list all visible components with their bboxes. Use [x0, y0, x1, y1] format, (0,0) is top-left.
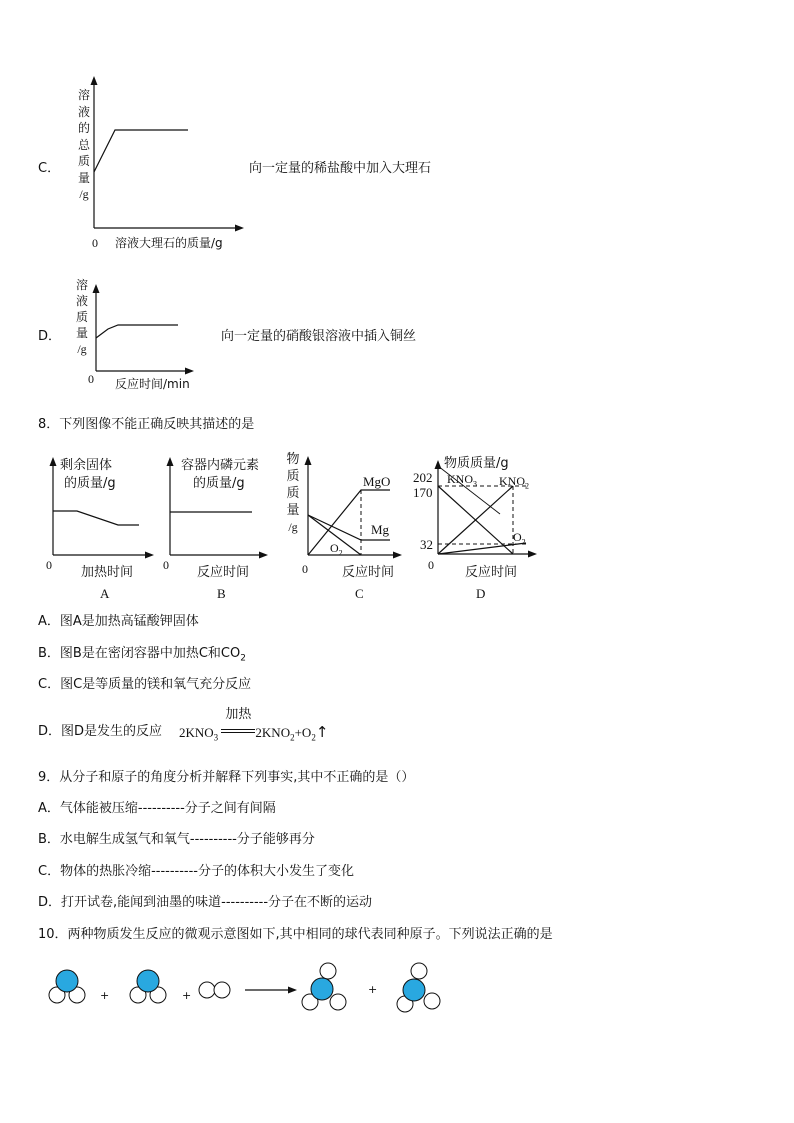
q7-option-c-letter: C．: [38, 161, 61, 176]
product: 2KNO: [255, 725, 291, 740]
q7-option-d-xlabel: 反应时间/min: [115, 377, 190, 391]
ylabel-char: 量: [77, 170, 90, 185]
oxygen-subscript: 2: [311, 732, 316, 743]
q8-chart-a-origin: 0: [46, 558, 52, 572]
x-axis-arrow: [185, 368, 194, 375]
q8-chart-b-ylabel-line1: 容器内磷元素: [181, 458, 260, 473]
white-atom: [130, 987, 146, 1003]
option-d-text: D．图D是发生的反应: [38, 724, 163, 739]
white-atom: [330, 994, 346, 1010]
white-atom: [424, 993, 440, 1009]
q8-chart-d-tick-202: 202: [413, 470, 433, 485]
ylabel-char: 液: [75, 294, 88, 308]
q10-plus-2: +: [182, 989, 192, 1002]
y-axis-arrow: [167, 457, 174, 466]
white-atom: [397, 996, 413, 1012]
q9-option-c: C．物体的热胀冷缩----------分子的体积大小发生了变化: [38, 864, 354, 879]
q7-option-c-description: 向一定量的稀盐酸中加入大理石: [249, 161, 432, 176]
y-axis-arrow: [435, 460, 442, 469]
q8-chart-c-caption: C: [355, 586, 364, 601]
reaction-arrow-head: [288, 987, 297, 994]
white-atom: [69, 987, 85, 1003]
heating-condition-label: 加热: [225, 707, 252, 722]
q8-option-c: C．图C是等质量的镁和氧气充分反应: [38, 677, 252, 692]
white-atom: [302, 994, 318, 1010]
q8-option-a: A．图A是加热高锰酸钾固体: [38, 614, 199, 629]
y-axis-arrow: [91, 76, 98, 85]
x-axis-arrow: [235, 225, 244, 232]
q8-chart-b-origin: 0: [163, 558, 169, 572]
q9-stem: 9．从分子和原子的角度分析并解释下列事实,其中不正确的是（）: [38, 770, 415, 785]
q8-chart-d-tick-32: 32: [420, 537, 433, 552]
kno2-subscript: 2: [525, 481, 529, 491]
q8-chart-a-caption: A: [100, 586, 110, 601]
product-subscript: 2: [290, 732, 295, 743]
q10-stem: 10．两种物质发生反应的微观示意图如下,其中相同的球代表同种原子。下列说法正确的是: [38, 927, 553, 942]
mass-curve: [94, 130, 188, 172]
q8-chart-d-caption: D: [476, 586, 486, 601]
reaction-condition: [221, 707, 255, 740]
reactant-subscript: 3: [213, 732, 219, 743]
ylabel-char: 质: [77, 154, 90, 168]
ylabel-unit: /g: [77, 342, 87, 356]
x-axis-arrow: [393, 552, 402, 559]
q8-chart-b-caption: B: [217, 586, 226, 601]
q8-chart-d-label-kno3: [447, 471, 477, 492]
kno3-line: [438, 486, 513, 554]
q8-chart-d-origin: 0: [428, 558, 434, 572]
equals-line-bottom: [221, 732, 255, 733]
white-atom: [199, 982, 215, 998]
ylabel-char: 液: [77, 104, 90, 119]
ylabel-char: 量: [286, 503, 300, 518]
o2-subscript: 2: [338, 548, 343, 558]
q7-option-d-letter: D．: [38, 329, 62, 344]
q8-chart-a-ylabel-line2: 的质量/g: [64, 476, 116, 491]
ylabel-char: 量: [75, 326, 88, 340]
x-axis-arrow: [528, 551, 537, 558]
kno2-symbol: KNO: [499, 474, 525, 488]
o2-symbol: O: [513, 530, 522, 544]
y-axis-arrow: [50, 457, 57, 466]
white-atom: [411, 963, 427, 979]
q10-plus-1: +: [100, 989, 110, 1002]
ylabel-char: 总: [77, 137, 90, 152]
white-atom: [150, 987, 166, 1003]
ylabel-unit: /g: [288, 520, 298, 534]
kno3-symbol: KNO: [447, 472, 473, 486]
x-axis-arrow: [145, 552, 154, 559]
y-axis-arrow: [93, 284, 100, 293]
white-atom: [320, 963, 336, 979]
q7-option-d-origin: 0: [88, 372, 94, 386]
blue-atom: [403, 979, 425, 1001]
white-atom: [49, 987, 65, 1003]
white-atom: [214, 982, 230, 998]
q8-option-d: [38, 724, 162, 740]
kno2-line: [438, 486, 513, 554]
kno3-subscript: 3: [473, 479, 477, 489]
q8-chart-c-label-mgo: MgO: [363, 474, 391, 489]
q8-stem: 8．下列图像不能正确反映其描述的是: [38, 417, 255, 432]
q8-option-d-equation: [179, 707, 329, 746]
blue-atom: [137, 970, 159, 992]
ylabel-char: 质: [286, 469, 300, 484]
ylabel-char: 质: [75, 310, 88, 324]
q9-option-d: D．打开试卷,能闻到油墨的味道----------分子在不断的运动: [38, 895, 373, 910]
ylabel-char: 溶: [75, 278, 88, 292]
o2-symbol: O: [330, 541, 339, 555]
o2-subscript: 2: [521, 537, 526, 547]
oxygen: +O: [294, 725, 312, 740]
q8-chart-c-ylabel: [285, 451, 301, 536]
q7-option-c-ylabel: [76, 87, 92, 203]
y-axis-arrow: [305, 456, 312, 465]
q8-chart-a-ylabel-line1: 剩余固体: [60, 458, 113, 473]
q8-chart-d-ylabel: 物质质量/g: [444, 456, 509, 471]
q9-option-a: A．气体能被压缩----------分子之间有间隔: [38, 801, 276, 816]
gas-arrow: ↑: [315, 723, 329, 741]
q8-chart-c-origin: 0: [302, 562, 308, 576]
blue-atom: [56, 970, 78, 992]
q9-option-b: B．水电解生成氢气和氧气----------分子能够再分: [38, 832, 315, 847]
q8-chart-d-label-o2: [513, 529, 526, 550]
ylabel-char: 质: [286, 486, 300, 501]
blue-atom: [311, 978, 333, 1000]
q8-chart-c-xlabel: 反应时间: [342, 565, 395, 580]
solid-mass-line: [53, 511, 139, 525]
x-axis-arrow: [259, 552, 268, 559]
q8-option-b: [38, 646, 246, 667]
q8-chart-d-tick-170: 170: [413, 485, 433, 500]
q7-option-c-origin: 0: [92, 236, 98, 250]
q8-chart-b-xlabel: 反应时间: [197, 565, 250, 580]
ylabel-unit: /g: [79, 187, 89, 201]
q8-chart-b-ylabel-line2: 的质量/g: [193, 476, 245, 491]
option-b-text: B．图B是在密闭容器中加热C和CO: [38, 646, 241, 661]
equals-line-top: [221, 729, 255, 730]
ylabel-char: 的: [77, 121, 90, 135]
co2-subscript: 2: [240, 653, 246, 664]
q8-chart-c-label-mg: Mg: [371, 522, 390, 537]
q8-chart-d-label-kno2: [499, 473, 529, 494]
reactant: 2KNO: [179, 725, 214, 740]
q8-chart-d-xlabel: 反应时间: [465, 565, 518, 580]
q8-chart-c-label-o2: [330, 540, 343, 561]
q7-option-c-xlabel: 溶液大理石的质量/g: [115, 236, 223, 250]
ylabel-char: 溶: [77, 88, 90, 102]
q10-plus-3: +: [368, 983, 378, 996]
mass-curve: [96, 325, 178, 338]
ylabel-char: 物: [286, 452, 300, 467]
q8-chart-a-xlabel: 加热时间: [81, 565, 134, 580]
q7-option-d-ylabel: [74, 277, 90, 357]
q7-option-d-description: 向一定量的硝酸银溶液中插入铜丝: [221, 329, 417, 344]
